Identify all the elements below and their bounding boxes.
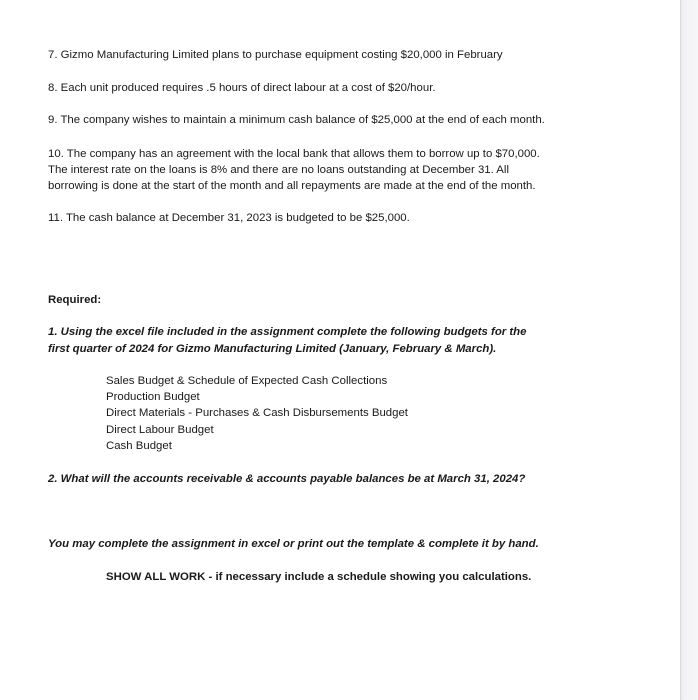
page-edge-shadow [680,0,698,700]
question-1-line-1: 1. Using the excel file included in the assignment complete the following budgets for the [48,326,527,338]
item-11: 11. The cash balance at December 31, 2023 is budgeted to be $25,000. [48,212,410,224]
completion-option-note: You may complete the assignment in excel or print out the template & complete it by hand. [48,538,539,550]
budget-item-production: Production Budget [106,391,200,403]
budget-item-cash: Cash Budget [106,440,172,452]
required-heading: Required: [48,294,102,306]
budget-item-direct-materials: Direct Materials - Purchases & Cash Disbursements Budget [106,407,408,419]
budget-item-sales: Sales Budget & Schedule of Expected Cash Collections [106,375,388,387]
budget-item-direct-labour: Direct Labour Budget [106,424,214,436]
item-10-line-1: 10. The company has an agreement with the local bank that allows them to borrow up to $70,000. [48,148,540,160]
question-1-line-2: first quarter of 2024 for Gizmo Manufacturing Limited (January, February & March). [48,343,497,355]
item-10-line-3: borrowing is done at the start of the month and all repayments are made at the end of the month. [48,180,536,192]
item-7: 7. Gizmo Manufacturing Limited plans to purchase equipment costing $20,000 in February [48,49,503,61]
item-9: 9. The company wishes to maintain a minimum cash balance of $25,000 at the end of each month. [48,114,545,126]
show-work-note: SHOW ALL WORK - if necessary include a schedule showing you calculations. [106,571,532,583]
item-10-line-2: The interest rate on the loans is 8% and there are no loans outstanding at December 31. All [48,164,509,176]
question-2: 2. What will the accounts receivable & accounts payable balances be at March 31, 2024? [48,473,526,485]
item-8: 8. Each unit produced requires .5 hours of direct labour at a cost of $20/hour. [48,82,436,94]
